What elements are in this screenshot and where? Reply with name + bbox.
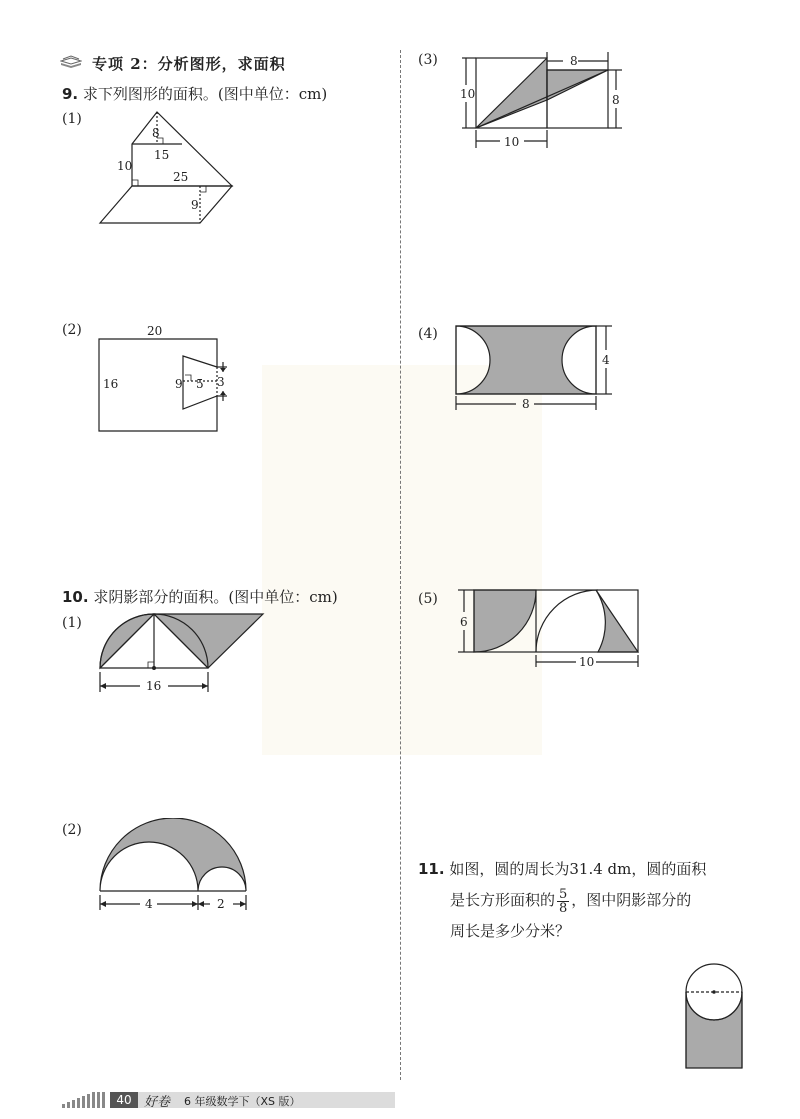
q9-figure-2 [95,322,240,437]
q9-figure-3 [448,50,628,150]
label-10: 10 [117,159,133,173]
question-9-heading [62,83,327,104]
question-10-heading [62,586,338,607]
question-number: 10. [62,588,89,606]
label-20: 20 [147,324,163,338]
q9-figure-1 [95,108,240,228]
question-number: 9. [62,85,79,103]
q10-figure-2 [95,818,250,918]
label-8: 8 [152,126,160,140]
label-2: 2 [217,897,225,911]
question-text: 求阴影部分的面积。(图中单位：cm) [93,588,338,606]
watermark-background [262,365,542,755]
label-4: 4 [145,897,153,911]
q9-part2-label: (2) [62,322,82,338]
q10-part2-label: (2) [62,822,82,838]
label-10-bottom: 10 [504,135,520,149]
label-3: 3 [217,375,225,389]
page-number: 40 [110,1092,138,1108]
brand-logo: 好卷 [144,1095,171,1110]
label-8-right: 8 [612,93,620,107]
q11-text-line1: 如图，圆的周长为31.4 dm，圆的面积 [449,860,707,878]
question-text: 求下列图形的面积。(图中单位：cm) [82,85,328,103]
q10-figure-1 [95,612,270,697]
q11-text-line2b: ，图中阴影部分的 [571,891,692,909]
q9-figure-5 [452,585,647,675]
label-9: 9 [191,198,199,212]
fraction: $\frac{5}{8}$ [559,886,568,916]
label-25: 25 [173,170,189,184]
label-4: 4 [602,353,610,367]
q10-part1-label: (1) [62,615,82,631]
q11-figure [680,960,750,1075]
label-15: 15 [154,148,170,162]
label-9: 9 [175,377,183,391]
section-title: 专项 2：分析图形，求面积 [92,55,286,73]
q9-part1-label: (1) [62,111,82,127]
page-footer [60,1090,395,1110]
book-title: 6 年级数学下（XS 版） [184,1095,301,1108]
label-8-top: 8 [570,54,578,68]
q11-text-line2a: 是长方形面积的 [450,891,556,909]
label-10: 10 [579,655,595,669]
q9-part3-label: (3) [418,52,438,68]
label-16: 16 [146,679,162,693]
q11-text-line3: 周长是多少分米？ [450,922,571,940]
question-11 [418,854,748,947]
label-10-left: 10 [460,87,476,101]
q9-part5-label: (5) [418,591,438,607]
label-16: 16 [103,377,119,391]
label-6: 6 [460,615,468,629]
label-8: 8 [522,397,530,411]
q9-part4-label: (4) [418,326,438,342]
label-5: 5 [196,377,204,391]
bars-icon [60,1092,108,1108]
q9-figure-4 [450,320,620,415]
question-number: 11. [418,860,445,878]
column-divider [400,50,401,1080]
